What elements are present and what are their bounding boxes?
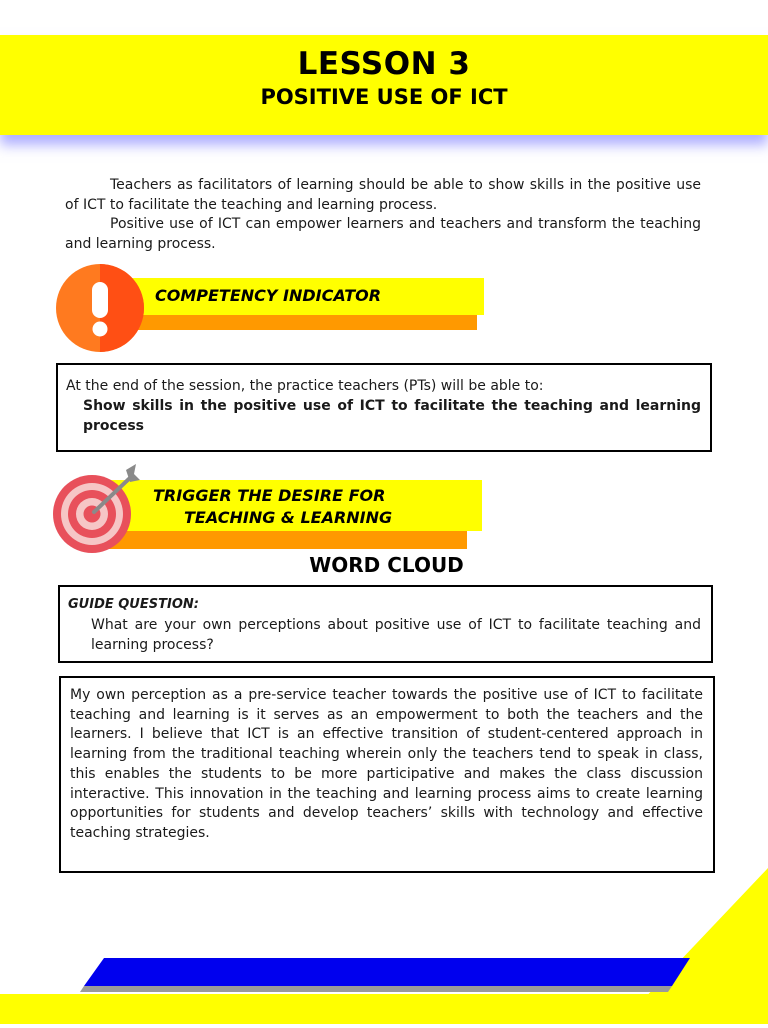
competency-heading: COMPETENCY INDICATOR: [155, 286, 382, 305]
lesson-subtitle: POSITIVE USE OF ICT: [260, 85, 508, 109]
intro-text: [65, 176, 701, 254]
trigger-heading-line: TEACHING & LEARNING: [184, 508, 393, 527]
answer-box: [59, 676, 715, 873]
competency-banner-underline: [95, 315, 477, 330]
word-cloud-title: WORD CLOUD: [309, 553, 464, 577]
lesson-title: LESSON 3: [297, 46, 471, 82]
lesson-header: [0, 35, 768, 135]
footer-decoration: [0, 860, 768, 1024]
trigger-heading-line: TRIGGER THE DESIRE FOR: [153, 486, 386, 505]
intro-paragraph: Positive use of ICT can empower learners and teachers and transform the teaching and learning process.: [65, 216, 701, 252]
guide-question-text: What are your own perceptions about positive use of ICT to facilitate teaching and learning process?: [91, 617, 701, 653]
intro-paragraph: Teachers as facilitators of learning should be able to show skills in the positive use of ICT to facilitate the teaching and learning process.: [65, 177, 701, 213]
guide-question-label: GUIDE QUESTION:: [68, 597, 199, 612]
answer-text: My own perception as a pre-service teacher towards the positive use of ICT to facilitate teaching and learning is it serves as an empowerment to both the teachers and the learners. I believe that ICT is an effective transition of student-centered approach in learning from the traditional teaching wherein only the teachers tend to speak in class, this enables the students to be more participative and makes the class discussion interactive. This innovation in the teaching and learning process aims to create learning opportunities for students and develop teachers’ skills with technology and effective teaching strategies.: [70, 687, 703, 841]
exclamation-icon: [56, 264, 144, 352]
guide-question-box: [58, 585, 713, 663]
competency-lead: At the end of the session, the practice teachers (PTs) will be able to:: [66, 378, 544, 394]
competency-skill: Show skills in the positive use of ICT to facilitate the teaching and learning process: [83, 398, 701, 434]
competency-box: [56, 363, 712, 452]
trigger-banner-underline: [95, 531, 467, 549]
target-icon: [52, 462, 144, 556]
trigger-heading: [153, 485, 392, 529]
